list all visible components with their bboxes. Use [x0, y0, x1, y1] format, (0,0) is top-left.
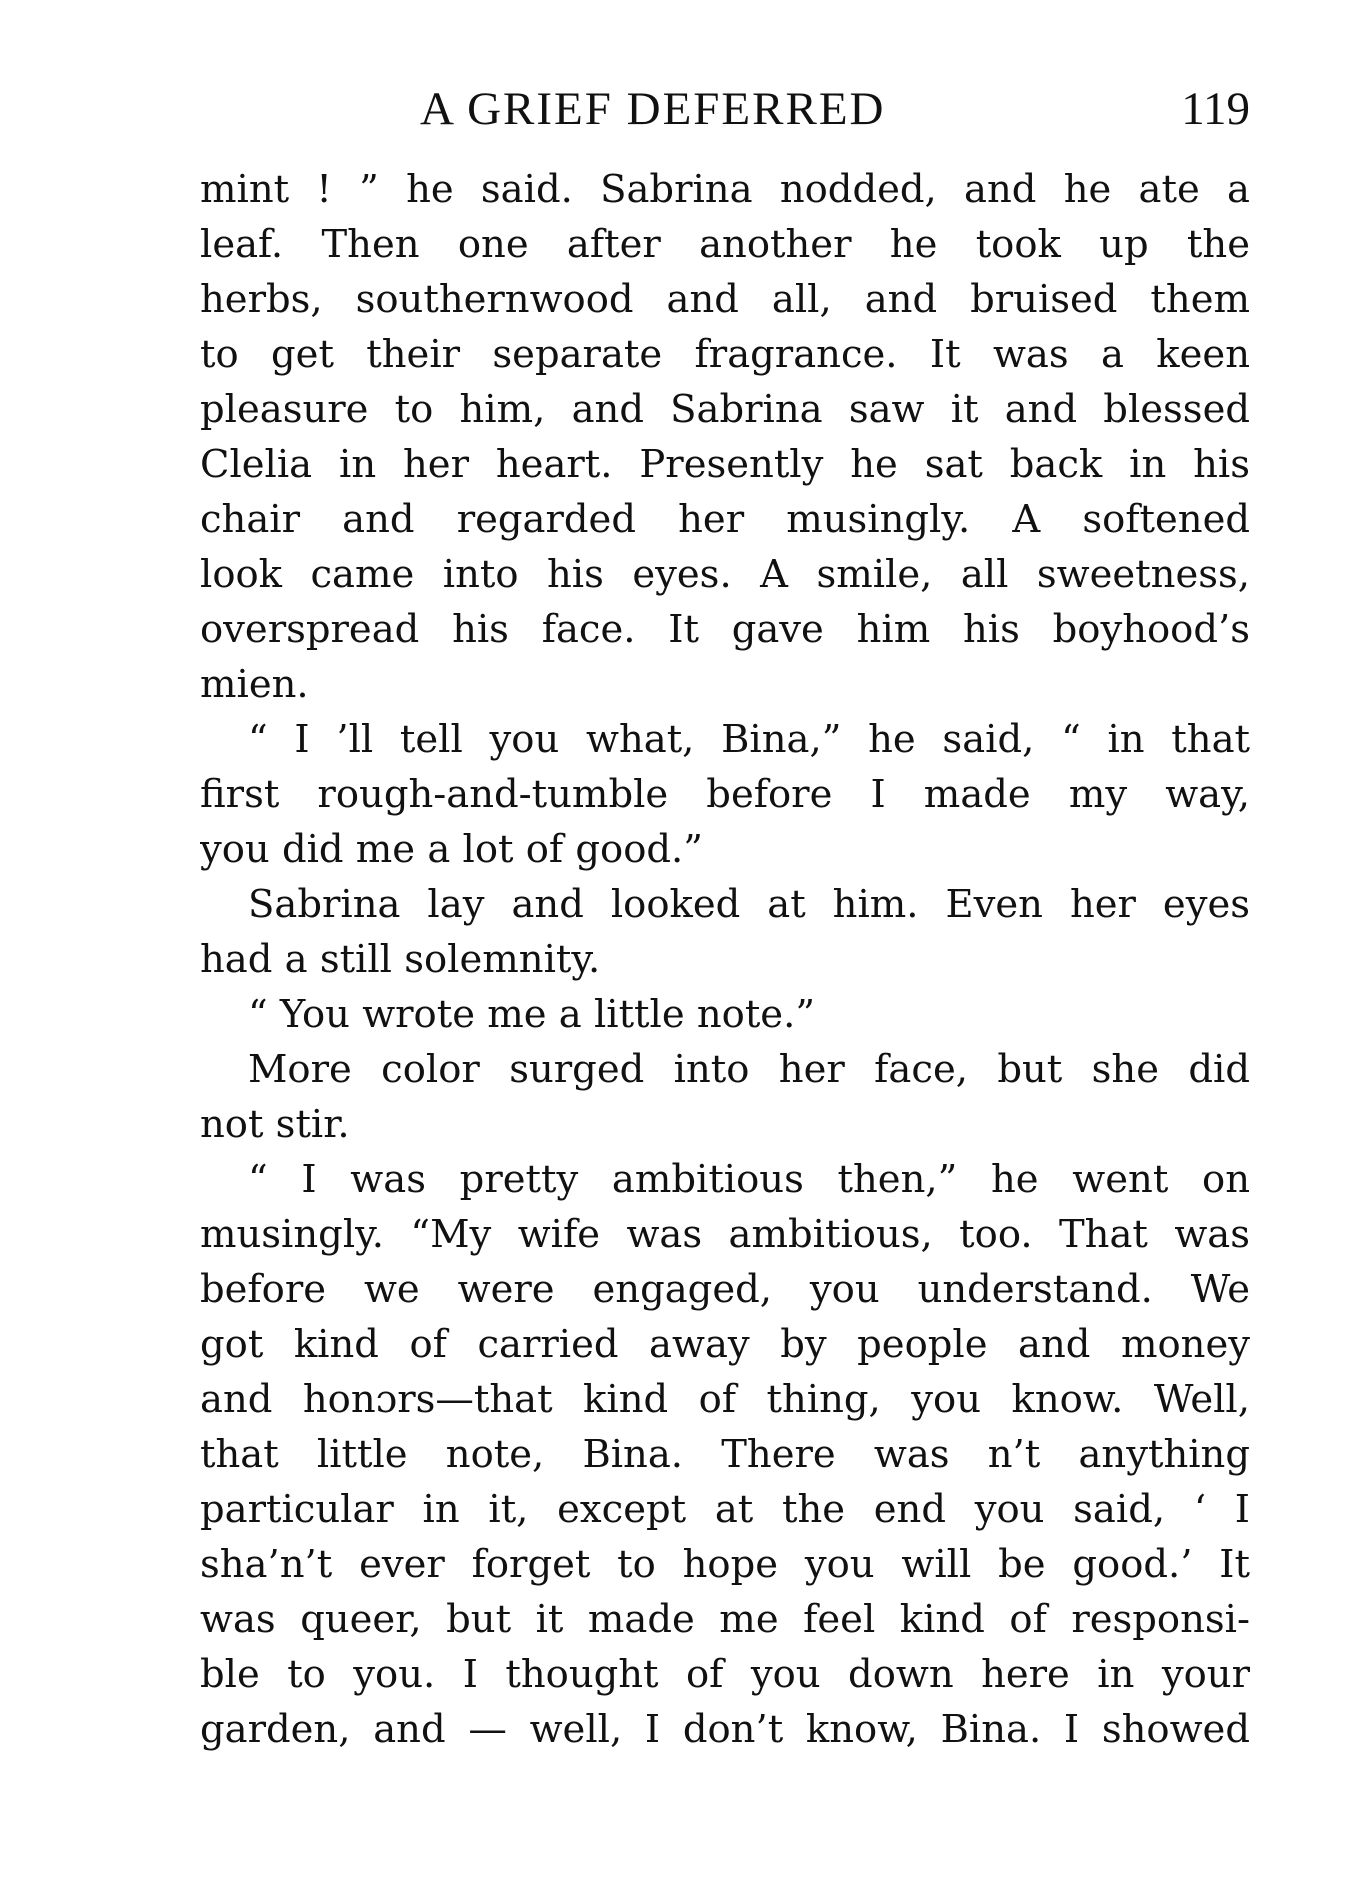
text-line: pleasure to him, and Sabrina saw it and blessed	[200, 387, 1250, 432]
text-line: had a still solemnity.	[200, 937, 601, 982]
text-line: mien.	[200, 662, 309, 707]
text-line: sha’n’t ever forget to hope you will be good.’ It	[200, 1542, 1250, 1587]
text-line: mint ! ” he said. Sabrina nodded, and he ate a	[200, 167, 1250, 212]
text-line: “ I was pretty ambitious then,” he went on	[248, 1157, 1250, 1202]
text-line: to get their separate fragrance. It was a keen	[200, 332, 1250, 377]
text-line: first rough-and-tumble before I made my way,	[200, 772, 1250, 817]
body-text	[200, 162, 1250, 1757]
running-head	[200, 74, 1250, 144]
text-line: got kind of carried away by people and money	[200, 1322, 1250, 1367]
running-title: A GRIEF DEFERRED	[420, 83, 886, 135]
page-number: 119	[1181, 83, 1250, 135]
text-line: More color surged into her face, but she did	[248, 1047, 1250, 1092]
text-line: leaf. Then one after another he took up the	[200, 222, 1250, 267]
text-line: before we were engaged, you understand. We	[200, 1267, 1250, 1312]
text-line: particular in it, except at the end you said, ‘ I	[200, 1487, 1250, 1532]
text-line: herbs, southernwood and all, and bruised them	[200, 277, 1250, 322]
text-line: was queer, but it made me feel kind of responsi-	[200, 1597, 1250, 1642]
text-line: not stir.	[200, 1102, 350, 1147]
text-line: you did me a lot of good.”	[200, 827, 703, 872]
text-line: that little note, Bina. There was n’t anything	[200, 1432, 1250, 1477]
text-line: ble to you. I thought of you down here in your	[200, 1652, 1250, 1697]
text-line: Clelia in her heart. Presently he sat back in his	[200, 442, 1250, 487]
text-line: Sabrina lay and looked at him. Even her eyes	[248, 882, 1250, 927]
text-line: and honɔrs—that kind of thing, you know. Well,	[200, 1377, 1250, 1422]
text-line: overspread his face. It gave him his boyhood’s	[200, 607, 1250, 652]
text-line: “ I ’ll tell you what, Bina,” he said, “ in that	[248, 717, 1250, 762]
text-line: “ You wrote me a little note.”	[248, 992, 816, 1037]
text-line: musingly. “My wife was ambitious, too. That was	[200, 1212, 1250, 1257]
text-line: garden, and — well, I don’t know, Bina. I showed	[200, 1707, 1250, 1752]
text-line: look came into his eyes. A smile, all sweetness,	[200, 552, 1250, 597]
text-line: chair and regarded her musingly. A softened	[200, 497, 1250, 542]
